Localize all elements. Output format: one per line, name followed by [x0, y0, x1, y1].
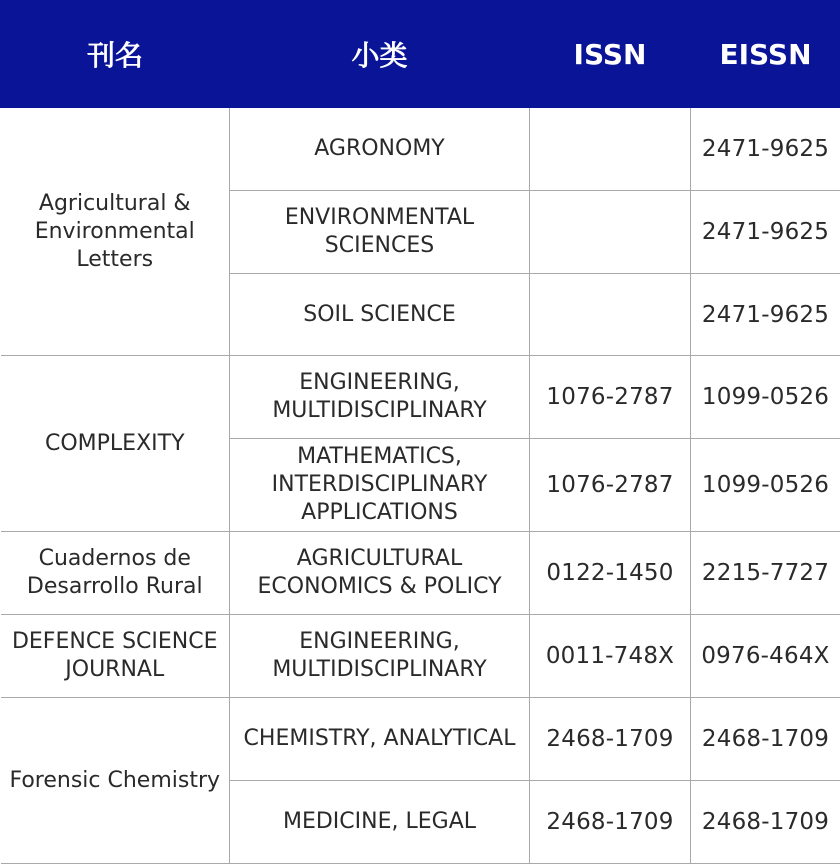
table-row [1, 356, 840, 439]
eissn-cell: 2471-9625 [691, 108, 840, 191]
issn-cell: 0011-748X [530, 615, 691, 698]
issn-cell: 1076-2787 [530, 439, 691, 532]
issn-cell [530, 108, 691, 191]
header-journal: 刊名 [1, 0, 230, 108]
table-body [1, 108, 840, 864]
journal-name: COMPLEXITY [1, 356, 230, 532]
eissn-cell: 1099-0526 [691, 356, 840, 439]
journal-name: DEFENCE SCIENCE JOURNAL [1, 615, 230, 698]
table-row [1, 108, 840, 191]
eissn-cell: 0976-464X [691, 615, 840, 698]
journal-name: Forensic Chemistry [1, 698, 230, 864]
issn-cell: 2468-1709 [530, 698, 691, 781]
journal-name: Cuadernos de Desarrollo Rural [1, 532, 230, 615]
category-cell: ENGINEERING, MULTIDISCIPLINARY [230, 615, 530, 698]
header-issn: ISSN [530, 0, 691, 108]
header-eissn: EISSN [691, 0, 840, 108]
issn-cell [530, 191, 691, 274]
table-row [1, 615, 840, 698]
issn-cell [530, 274, 691, 356]
eissn-cell: 2468-1709 [691, 698, 840, 781]
eissn-cell: 2471-9625 [691, 274, 840, 356]
category-cell: AGRICULTURAL ECONOMICS & POLICY [230, 532, 530, 615]
category-cell: ENVIRONMENTAL SCIENCES [230, 191, 530, 274]
eissn-cell: 1099-0526 [691, 439, 840, 532]
eissn-cell: 2471-9625 [691, 191, 840, 274]
table-row [1, 532, 840, 615]
table-header [1, 0, 840, 108]
journal-name: Agricultural & Environmental Letters [1, 108, 230, 356]
category-cell: CHEMISTRY, ANALYTICAL [230, 698, 530, 781]
issn-cell: 2468-1709 [530, 781, 691, 864]
issn-cell: 1076-2787 [530, 356, 691, 439]
category-cell: AGRONOMY [230, 108, 530, 191]
category-cell: MEDICINE, LEGAL [230, 781, 530, 864]
issn-cell: 0122-1450 [530, 532, 691, 615]
header-category: 小类 [230, 0, 530, 108]
eissn-cell: 2215-7727 [691, 532, 840, 615]
category-cell: MATHEMATICS, INTERDISCIPLINARY APPLICATIONS [230, 439, 530, 532]
category-cell: ENGINEERING, MULTIDISCIPLINARY [230, 356, 530, 439]
table-row [1, 698, 840, 781]
eissn-cell: 2468-1709 [691, 781, 840, 864]
category-cell: SOIL SCIENCE [230, 274, 530, 356]
